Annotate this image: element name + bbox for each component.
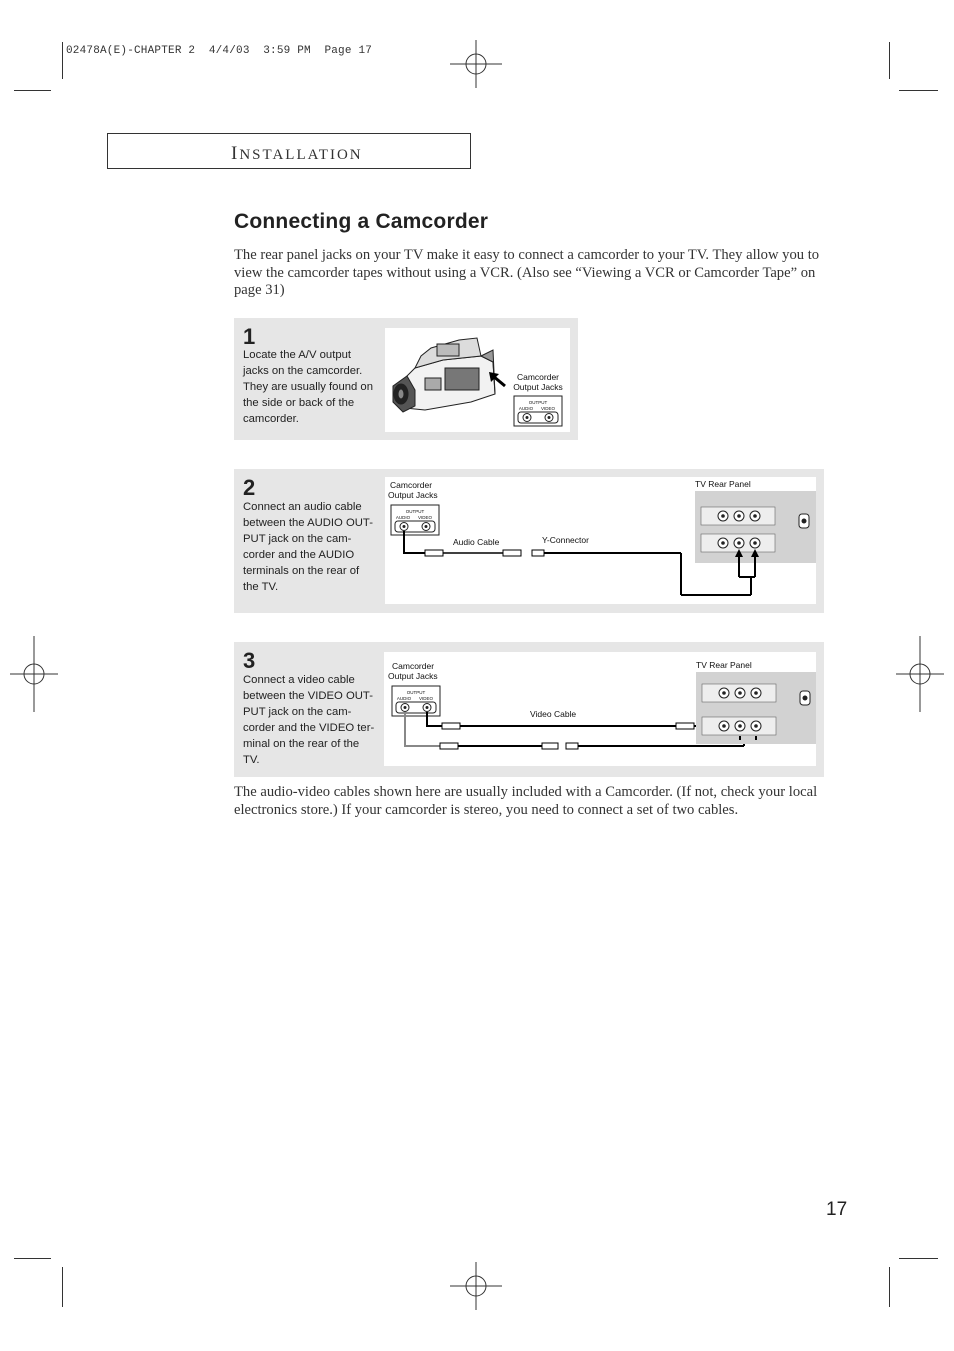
audio-connection-illustration (385, 477, 816, 604)
label-audio-cable: Audio Cable (453, 537, 500, 547)
step-1-panel (234, 318, 578, 440)
label-camcorder: Camcorder (392, 661, 435, 671)
section-label (231, 143, 363, 165)
page-number: 17 (826, 1199, 848, 1220)
step-3-panel (234, 642, 824, 777)
label-output-jacks: Output Jacks (388, 490, 438, 500)
registration-mark-left (10, 636, 58, 712)
video-connection-illustration (384, 652, 816, 766)
registration-mark-bottom (450, 1262, 502, 1310)
label-output-jacks: Output Jacks (513, 382, 563, 392)
step-number: 2 (243, 475, 256, 500)
registration-mark-right (896, 636, 944, 712)
label-y-connector: Y-Connector (542, 535, 589, 545)
audio-connection-diagram (385, 477, 816, 604)
jack-video-label: VIDEO (540, 406, 556, 411)
label-camcorder: Camcorder (516, 372, 560, 382)
step-2-panel (234, 469, 824, 613)
label-video-cable: Video Cable (530, 709, 577, 719)
step-number: 3 (243, 648, 256, 673)
outro-paragraph: The audio-video cables shown here are usually included with a Camcorder. (If not, check your local electronics store.) If your camcorder is stereo, you need to connect a set of two cables. (234, 784, 818, 818)
section-label-initial: I (231, 143, 240, 164)
jack-audio-label: AUDIO (518, 406, 534, 411)
camcorder-illustration (385, 328, 570, 432)
jack-video-label: VIDEO (418, 696, 434, 701)
printer-slug: 02478A(E)-CHAPTER 2 4/4/03 3:59 PM Page 17 (66, 45, 373, 57)
camcorder-diagram (385, 328, 570, 432)
jack-output-label: OUTPUT (405, 509, 425, 514)
registration-mark-top (450, 40, 502, 88)
step-instructions: Connect a video cable between the VIDEO OUT- PUT jack on the cam- corder and the VIDEO ter- minal on the rear of the TV. (243, 674, 375, 766)
step-instructions: Locate the A/V output jacks on the camcorder. They are usually found on the side or back of the camcorder. (243, 349, 373, 425)
intro-paragraph: The rear panel jacks on your TV make it easy to connect a camcorder to your TV. They allow you to view the camcorder tapes without using a VCR. (Also see “Viewing a VCR or Camcorder Tape” on page 31) (234, 247, 820, 298)
section-header-box (107, 133, 471, 169)
video-connection-diagram (384, 652, 816, 766)
section-label-rest: NSTALLATION (239, 147, 363, 163)
jack-output-label: OUTPUT (406, 690, 426, 695)
jack-audio-label: AUDIO (395, 515, 411, 520)
jack-video-label: VIDEO (417, 515, 433, 520)
label-output-jacks: Output Jacks (388, 671, 438, 681)
page-title: Connecting a Camcorder (234, 210, 489, 233)
label-camcorder: Camcorder (390, 480, 433, 490)
step-instructions: Connect an audio cable between the AUDIO OUT- PUT jack on the cam- corder and the AUDIO terminals on the rear of the TV. (243, 501, 373, 593)
label-tv-rear-panel: TV Rear Panel (696, 660, 752, 670)
jack-output-label: OUTPUT (528, 400, 548, 405)
step-number: 1 (243, 324, 256, 349)
label-tv-rear-panel: TV Rear Panel (695, 479, 751, 489)
jack-audio-label: AUDIO (396, 696, 412, 701)
